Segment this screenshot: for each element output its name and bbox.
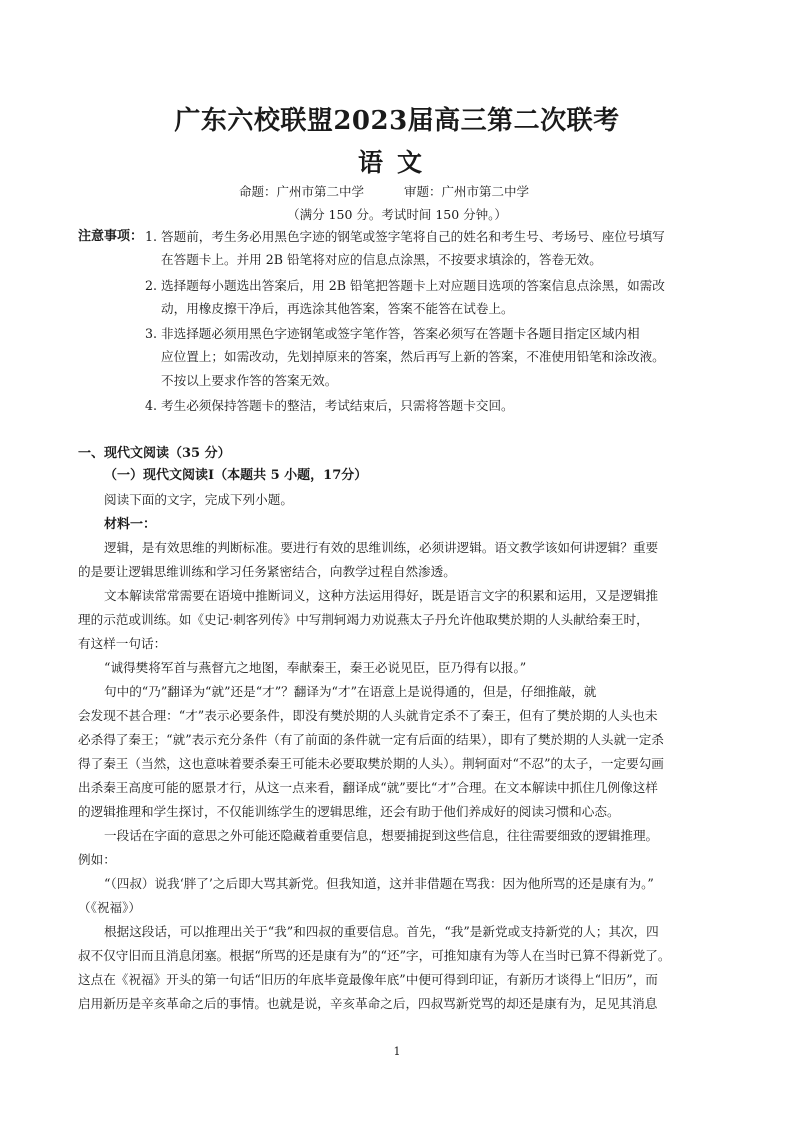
section-heading: 一、现代文阅读（35 分） [78,446,231,461]
exam-title: 广东六校联盟2023届高三第二次联考 [174,106,620,136]
subsection-heading: （一）现代文阅读Ⅰ（本题共 5 小题，17分） [104,468,368,483]
notice-line: 2. 选择题每小题选出答案后，用 2B 铅笔把答题卡上对应题目选项的答案信息点涂黑，如需改 [145,278,665,293]
body-line: 根据这段话，可以推理出关于“我”和四叔的重要信息。首先，“我”是新党或支持新党的人；其次，四 [104,924,659,939]
body-line: 有这样一句话： [78,636,167,651]
notice-line: 4. 考生必须保持答题卡的整洁，考试结束后，只需将答题卡交回。 [145,398,514,413]
body-line: 得了秦王（当然，这也意味着要杀秦王可能未必要取樊於期的人头）。荆轲面对“不忍”的太子，一定要勾画 [78,756,664,771]
instruction-text: 阅读下面的文字，完成下列小题。 [104,492,293,507]
notice-label: 注意事项： [78,229,144,244]
body-line: 的是要让逻辑思维训练和学习任务紧密结合，向教学过程自然渗透。 [78,564,456,579]
body-line: 逻辑，是有效思维的判断标准。要进行有效的思维训练，必须讲逻辑。语文教学该如何讲逻辑？重要 [104,540,659,555]
quote-line: “诚得樊将军首与燕督亢之地图，奉献秦王，秦王必说见臣，臣乃得有以报。” [104,660,527,675]
body-line: 启用新历是辛亥革命之后的事情。也就是说，辛亥革命之后，四叔骂新党骂的却还是康有为，足见其消息 [78,996,658,1011]
body-line: 必杀得了秦王；“就”表示充分条件（有了前面的条件就一定有后面的结果），即有了樊於期的人头就一定杀 [78,732,664,747]
notice-line: 在答题卡上。并用 2B 铅笔将对应的信息点涂黑，不按要求填涂的，答卷无效。 [161,252,602,267]
body-line: 例如： [78,852,116,867]
body-line: 一段话在字面的意思之外可能还隐藏着重要信息，想要捕捉到这些信息，往往需要细致的逻辑推理。 [104,828,659,843]
setter-info: 命题：广州市第二中学 [239,184,365,199]
page-number: 1 [393,1045,401,1058]
notice-line: 1. 答题前，考生务必用黑色字迹的钢笔或签字笔将自己的姓名和考生号、考场号、座位号填写 [145,229,665,244]
body-line: 文本解读常常需要在语境中推断词义，这种方法运用得好，既是语言文字的积累和运用，又是逻辑推 [104,588,659,603]
body-line: 这点在《祝福》开头的第一句话“旧历的年底毕竟最像年底”中便可得到印证，有新历才谈得上“旧历”，而 [78,972,658,987]
body-line: 叔不仅守旧而且消息闭塞。根据“所骂的还是康有为”的“还”字，可推知康有为等人在当时已算不得新党了。 [78,948,671,963]
body-line: 出杀秦王高度可能的愿景才行，从这一点来看，翻译成“就”要比“才”合理。在文本解读中抓住几例像这样 [78,780,658,795]
body-line: 理的示范或训练。如《史记·刺客列传》中写荆轲竭力劝说燕太子丹允许他取樊於期的人头献给秦王时， [78,612,649,627]
quote-line: “（四叔）说我‘胖了’之后即大骂其新党。但我知道，这并非借题在骂我：因为他所骂的还是康有为。” [104,876,654,891]
notice-line: 3. 非选择题必须用黑色字迹钢笔或签字笔作答，答案必须写在答题卡各题目指定区域内相 [145,326,640,341]
reviewer-info: 审题：广州市第二中学 [404,184,530,199]
body-line: 的逻辑推理和学生探讨，不仅能训练学生的逻辑思维，还会有助于他们养成好的阅读习惯和心态。 [78,804,620,819]
body-line: 会发现不甚合理：“才”表示必要条件，即没有樊於期的人头就肯定杀不了秦王，但有了樊於期的人头也未 [78,708,658,723]
score-time-info: （满分 150 分。考试时间 150 分钟。） [287,207,507,222]
body-line: （《祝福》） [78,900,141,915]
subject-title: 语文 [357,148,436,177]
material-label: 材料一： [104,517,157,532]
notice-line: 应位置上；如需改动，先划掉原来的答案，然后再写上新的答案，不准使用铅笔和涂改液。 [161,349,665,364]
body-line: 句中的“乃”翻译为“就”还是“才”？翻译为“才”在语意上是说得通的，但是，仔细推敲，就 [104,684,597,699]
notice-line: 不按以上要求作答的答案无效。 [161,373,338,388]
notice-line: 动，用橡皮擦干净后，再选涂其他答案，答案不能答在试卷上。 [161,301,514,316]
